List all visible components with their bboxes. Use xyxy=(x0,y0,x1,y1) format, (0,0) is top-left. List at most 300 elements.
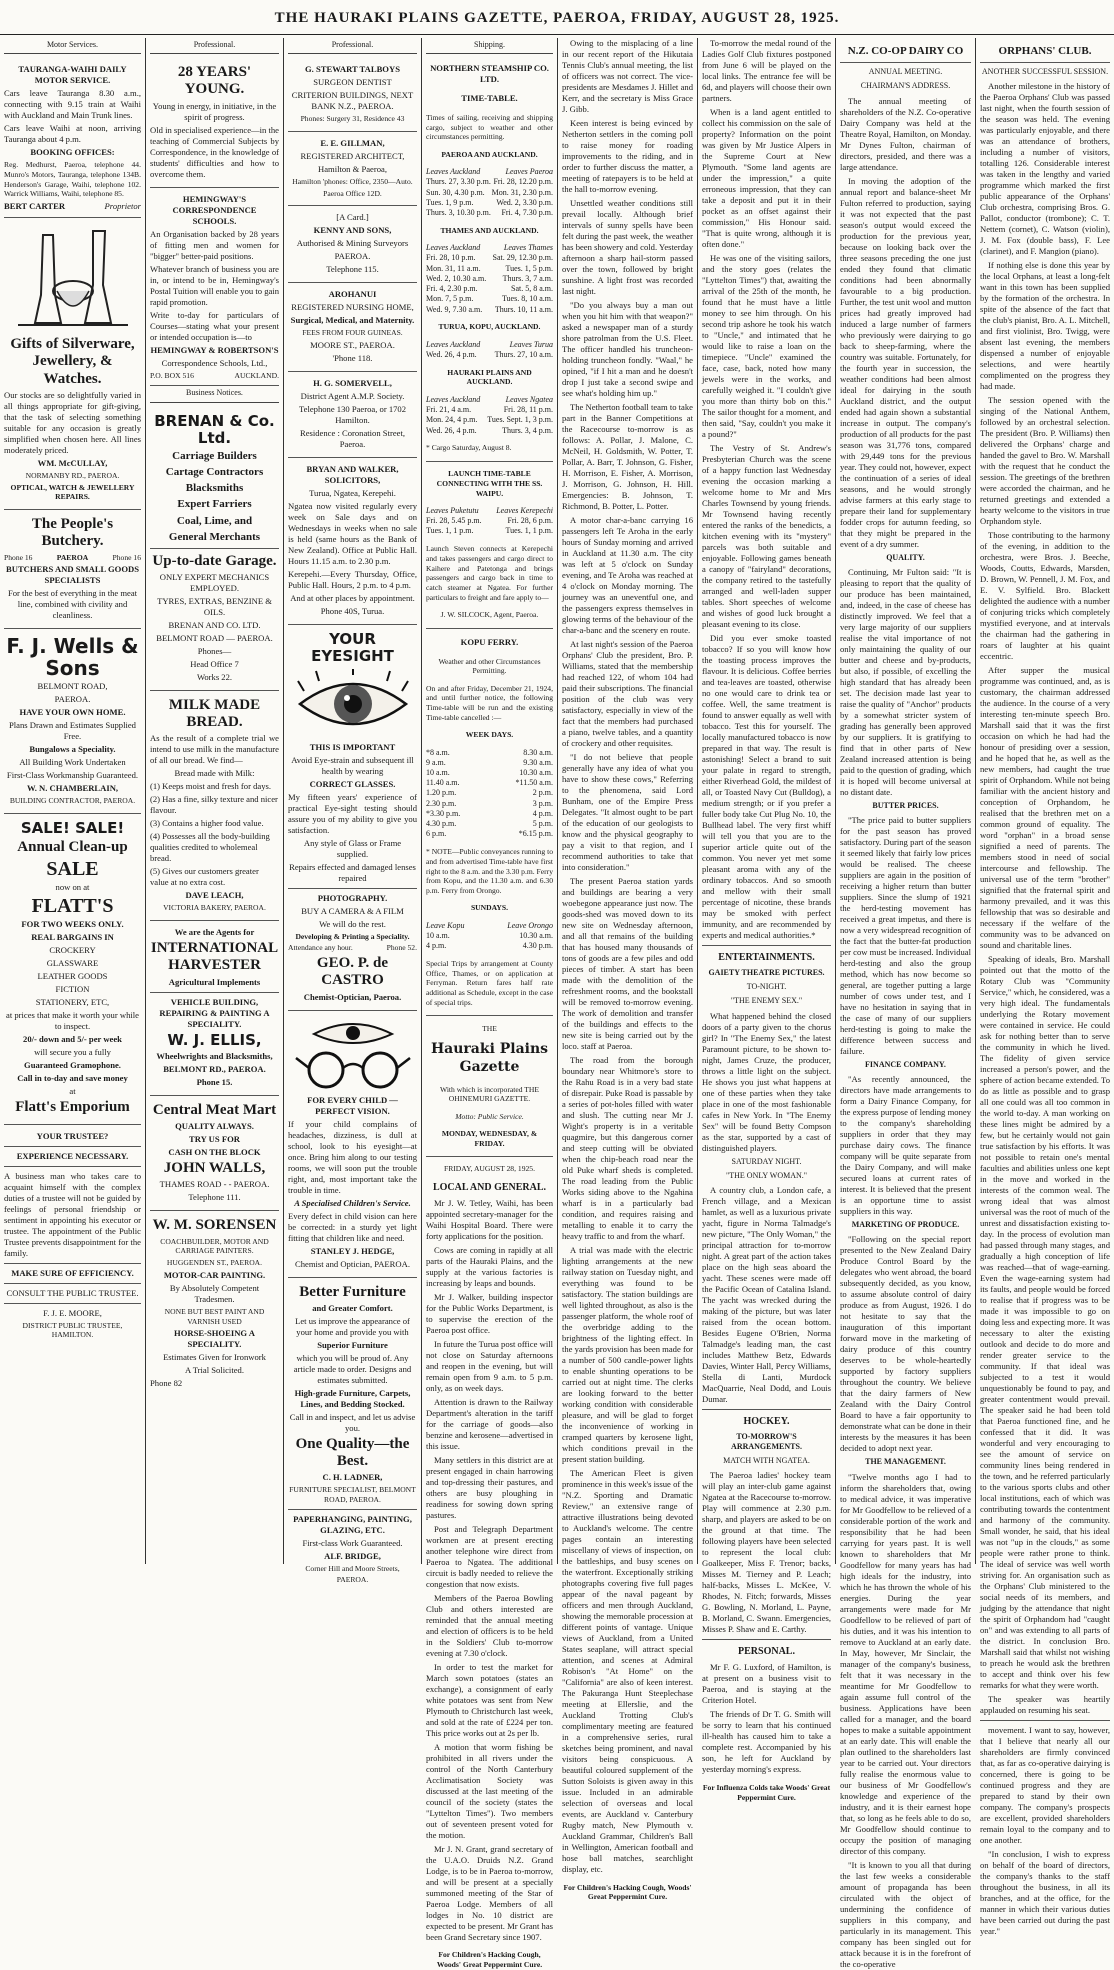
ad-title: The People's Butchery. xyxy=(31,516,114,550)
ad-text: FEES FROM FOUR GUINEAS. xyxy=(302,328,403,338)
ad-title: YOUR EYESIGHT xyxy=(311,630,394,666)
ad-subhead: Up-to-date Garage. xyxy=(152,552,277,569)
timetable-row xyxy=(426,284,553,294)
ad-title: SALE xyxy=(46,858,99,881)
news-paragraph: A motion that worm fishing be prohibited in all rivers under the control of the North Canterbury Acclimatisation Society was discussed at the last meeting of the council of the society (states the "Lyttelton Times"). Two members out of seventeen present voted for the motion. xyxy=(426,1741,553,1840)
ad-text: An Organisation backed by 28 years of fitting men and women for "bigger" better-paid positions. xyxy=(150,228,279,261)
merchant-name: ALF. BRIDGE, xyxy=(324,1550,381,1561)
ad-text: Repairs effected and damaged lenses repaired xyxy=(289,861,416,883)
ad-title: BRENAN & Co. Ltd. xyxy=(154,411,275,447)
merchant-name: STANLEY J. HEDGE, xyxy=(310,1245,395,1256)
merchant-trade: Chemist-Optician, Paeroa. xyxy=(303,991,402,1002)
article-subtitle: ANNUAL MEETING. xyxy=(868,67,943,77)
timetable-row xyxy=(426,829,553,839)
news-paragraph: Members of the Paeroa Bowling Club and others interested are reminded that the annual meeting and election of officers is to be held in the Soldiers' Club to-morrow evening at 7.30 o'clock. xyxy=(426,1592,553,1658)
ad-text: Correspondence Schools, Ltd., xyxy=(161,357,268,368)
news-paragraph: "I do not believe that people generally have any idea of what you have to show these cows," Referring to the phenomena, said Lord Bunham, one of the Empire Press Delegates. "It almost ought to be part of the education of our geologists to know and the physical geography to pay a visit to that region, and I recommend authorities to take that into consideration." xyxy=(562,752,693,872)
news-paragraph: In future the Turua post office will not close on Saturday afternoons and reopen in the evening, but will remain open from 9 a.m. to 5 p.m. only, as on week days. xyxy=(426,1338,553,1393)
filler-ad: For Children's Hacking Cough, Woods' Great Peppermint Cure. xyxy=(436,1950,543,1969)
sub-heading: MATCH WITH NGATEA. xyxy=(723,1456,810,1466)
ad-text: Call in to-day and save money xyxy=(17,1073,128,1084)
timetable-cell: Sat. 29, 12.30 p.m. xyxy=(492,253,553,263)
ad-text: which you will be proud of. Any article made to order. Designs and estimates submitted. xyxy=(293,1352,412,1385)
service-line: Coal, Lime, and xyxy=(176,514,253,527)
news-paragraph: The Paeroa ladies' hockey team will play an inter-club game against Ngatea at the Racecourse to-morrow. Play will commence at 2.30 p.m. sharp, and players are asked to be on the ground at that time. The following players have been selected to represent the local club: Goalkeeper, Miss F. Trenor; backs, Misses M. Tierney and P. Leach; half-backs, Misses L. McKee, V. Rhodes, N. Fitch; forwards, Misses G. Bowling, N. Morland, L. Payne, B. Morland, C. Swann. Emergencies, Misses P. Shaw and E. Carthy. xyxy=(702,1470,831,1635)
merchant-name: H. G. SOMERVELL, xyxy=(313,378,392,389)
store-name: FLATT'S xyxy=(31,895,114,918)
timetable-row xyxy=(426,274,553,284)
route-heading: THAMES AND AUCKLAND. xyxy=(440,225,539,235)
merchant-name: BRENAN AND CO. LTD. xyxy=(168,619,261,630)
timetable-cell: Tues. Sept. 1, 3 p.m. xyxy=(487,415,553,425)
merchant-name: G. STEWART TALBOYS xyxy=(305,64,400,75)
news-items xyxy=(426,1198,553,1943)
ad-text: First-Class Workmanship Guaranteed. xyxy=(6,770,139,781)
timetable-rows xyxy=(426,405,553,436)
timetable-cell: 8.30 a.m. xyxy=(523,747,553,757)
filler-ad: For Children's Hacking Cough, Woods' Great Peppermint Cure. xyxy=(563,1882,692,1902)
proprietor-name: BERT CARTER xyxy=(4,201,66,212)
column-professional-2 xyxy=(284,38,422,1585)
ad-child-vision xyxy=(288,1011,417,1278)
merchant-name: KENNY AND SONS, xyxy=(313,225,392,236)
agent-name: J. W. SILCOCK, Agent, Paeroa. xyxy=(440,610,539,620)
address: BELMONT RD., PAEROA. xyxy=(163,1063,266,1074)
col-head: Leaves Ngatea xyxy=(505,394,553,404)
news-paragraph: The Vestry of St. Andrew's Presbyterian Church was the scene of a happy function last Wednesday evening the occasion marking a welcome home to Mr and Mrs Charles Townsend by young friends. Mr Townsend having recently entered the ranks of the benedicts, a kitchen evening with its "mystery" parcels was both suitable and enjoyable. Following games beneath a canopy of "fairyland" decorations, the company retired to the tastefully arranged and well-laden supper tables. Short speeches of welcome and wishes of good luck brought a pleasant evening to its close. xyxy=(702,443,831,629)
phone: Phone 82 xyxy=(150,1378,183,1389)
timetable-note: Special Trips by arrangement at County Office, Thames, or on application at Ferryman. Return fares half rate additional as Schedule, except in the case of special trips. xyxy=(426,959,553,1007)
news-paragraph: The American Fleet is given prominence in this week's issue of the "N.Z. Sporting and Dramatic Review," an extensive range of attractive illustrations being devoted to Auckland's welcome. The centre pages contain an interesting miscellany of views of inspection, on the battleships, and busy scenes on the waterfront. Exceptionally striking photographs covering five full pages appear of the naval pageant by officers and men through Auckland, showing the memorable procession at different points of vantage. Unique views of Auckland, from a United States seaplane, will attract special attention, and scenes at Admiral Robison's "At Home" on the "California" are also of keen interest. The Pakuranga Hunt Steeplechase meeting at Ellerslie, and the Auckland Trotting Club's complimentary meeting are featured in a comprehensive series, rural sketches being prominent, and naval visitors being conspicuous. A beautiful coloured supplement of the Sutton Soloists is given away in this issue. Included in an admirable selection of overseas and local events, are Auckland v. Canterbury Rugby match, New Plymouth v. Auckland Grammar, Children's Ball in Wellington, American football and hose ball matches, searchlight display, etc. xyxy=(562,1468,693,1874)
ad-tauranga-motor xyxy=(4,58,141,218)
address: Corner Hill and Moore Streets, xyxy=(305,1563,400,1573)
service-line: Blacksmiths xyxy=(185,482,244,495)
phone: Works 22. xyxy=(196,671,233,682)
ad-subhead: PHOTOGRAPHY. xyxy=(317,892,388,903)
ad-hemingway xyxy=(150,188,279,387)
timetable-row xyxy=(426,516,553,526)
col-head: Leave Kopu xyxy=(426,920,465,930)
timetable-row xyxy=(426,426,553,436)
masthead: THE HAURAKI PLAINS GAZETTE, PAEROA, FRIDAY, AUGUST 28, 1925. xyxy=(0,10,1114,35)
ad-subhead: District Agent A.M.P. Society. xyxy=(300,391,405,402)
ad-kenny xyxy=(288,206,417,283)
ad-silverware xyxy=(4,218,141,510)
ad-subhead: THIS IS IMPORTANT xyxy=(309,741,396,752)
timetable-cell: 10.30 a.m. xyxy=(519,767,553,777)
merchant-name: WM. McCULLAY, xyxy=(37,457,108,468)
sale-item: CROCKERY xyxy=(49,945,96,956)
filler-ad: For Influenza Colds take Woods' Great Peppermint Cure. xyxy=(702,1782,831,1802)
timetable-cell: 4.30 p.m. xyxy=(426,819,457,829)
phone: Telephone 130 Paeroa, or 1702 Hamilton. xyxy=(298,404,407,426)
sub-heading: THE MANAGEMENT. xyxy=(865,1457,946,1467)
article-body xyxy=(840,567,971,798)
ad-text: Avoid Eye-strain and subsequent ill health by wearing xyxy=(291,754,414,776)
news-paragraph: "Do you always buy a man out when you hit him with that weapon?" asked a newspaper man of a sturdy shore patrolman from the U.S. Fleet. The officer handled his truncheon-holding truncheon fondly. "Waal," he opined, "if I hit a man and he doesn't drop I just take a second swipe and see what's holding him up." xyxy=(562,300,693,398)
ad-subhead: EXPERIENCE NECESSARY. xyxy=(16,1150,129,1161)
spectacles-illustration xyxy=(294,1018,412,1092)
ad-peoples-butchery xyxy=(4,510,141,629)
ad-subhead: HORSE-SHOEING A SPECIALITY. xyxy=(174,1328,255,1350)
news-paragraph: The present Paeroa station yards and buildings are bearing a very woebegone appearance just now. The goods-shed was moved down to its new site on Wednesday afternoon, and all that remains of the building that has housed many thousands of tons of goods are a few piles and odd pieces of timber. A start has been made with the demolition of the refreshment rooms, and the bookstall will be removed to-morrow evening. The work of demolition and transfer of the buildings and effects to the new site is being carried out by the loco. staff at Paeroa. xyxy=(562,876,693,1051)
col-head: Leaves Auckland xyxy=(426,339,481,349)
timetable-cell: Fri. 28, 5.45 p.m. xyxy=(426,516,482,526)
ad-text: If your child complains of headaches, dizziness, is dull at school, look to his eyesight—at once. Bring him along to our testing rooms, we will soon put the trouble right, and, most important take the trouble in time. xyxy=(288,1118,417,1195)
column-motor-services xyxy=(0,38,146,1564)
ad-text: Any style of Glass or Frame supplied. xyxy=(303,837,402,859)
ad-text: Ngatea now visited regularly every week on Sale days and on Wednesdays in weeks when no sale is held (same hours as the Bank of New Zealand). Office at Public Hall. Hours 11.15 a.m. to 2.30 p.m. xyxy=(288,501,417,567)
merchant-name: F. J. E. MOORE, xyxy=(43,1307,102,1318)
masthead-the: THE xyxy=(482,1023,497,1033)
merchant-name: W. M. SORENSEN xyxy=(152,1217,277,1234)
news-paragraph: "Twelve months ago I had to inform the shareholders that, owing to medical advice, it was imperative for Mr Goodfellow to be relieved of a considerable portion of the work and responsibility that he had been carrying for years past. It is well known to shareholders that Mr Goodfellow for many years has had high ideals for the industry, into which he has thrown the whole of his energies. During the year arrangements were made for Mr Goodfellow to be relieved of part of his duties, and it was his intention to remove to Auckland at an early date. In May, however, Mr Sinclair, the manager of the company's business, felt that it was necessary in the meantime for Mr Goodfellow to again assume full control of the business. Applications have been called for a manager, and the board hopes to make a suitable appointment at an early date. This will enable the plan outlined to the shareholders last year to be carried out. Your directors fully realise the enormous value to our business of Mr Goodfellow's knowledge and experience of the industry, and it is their earnest hope that, so long as he feels able to do so, Mr Goodfellow should continue to occupy the position of managing director of this company. xyxy=(840,1471,971,1856)
news-paragraph: A motor char-a-banc carrying 16 passengers left Te Aroha in the early hours of Sunday morning and arrived in Auckland at 11.30 a.m. The city was left at 5 o'clock on Sunday evening, and Te Aroha was reached at 4 o'clock on Monday morning. The journey was an uneventful one, and the passengers express themselves in glowing terms of the behaviour of the char-a-banc and the scenery en route. xyxy=(562,515,693,635)
ad-subhead: BUTCHERS AND SMALL GOODS SPECIALISTS xyxy=(6,564,139,586)
timetable-note: * Cargo Saturday, August 8. xyxy=(426,443,512,453)
town: PAEROA xyxy=(56,552,89,562)
ad-subhead: PAPERHANGING, PAINTING, GLAZING, ETC. xyxy=(293,1513,412,1535)
timetable-cell: 2 p.m. xyxy=(532,788,553,798)
nameplate-sub: With which is incorporated THE OHINEMURI GAZETTE. xyxy=(439,1084,540,1104)
timetable-cell: *6.15 p.m. xyxy=(518,829,553,839)
ad-bryan-walker xyxy=(288,458,417,625)
ad-text: Our stocks are so delightfully varied in all things appropriate for gift-giving, that the task of selecting something suitable for any occasion is greatly simplified when chosen here. All lines moderately priced. xyxy=(4,389,141,455)
news-paragraph: He was one of the visiting sailors, and the story goes (relates the "Lyttelton Times") that, awaiting the arrival of the 25th of the month, he found that he must have a little money to see him through. On his second trip ashore he took his watch to "Uncle," and intimated that he would like to raise a loan on the timepiece. "Uncle" examined the face, case, back, noted how many jewels were in the works, and carefully weighed it. "I couldn't give you more than thirty bob on this." The sailor thought for a moment, and then said, "Say, couldn't you make it a pound?" xyxy=(702,253,831,439)
timetable-row xyxy=(426,748,553,758)
column-shipping xyxy=(422,38,558,1969)
address: PAEROA. xyxy=(336,1575,369,1585)
column-orphans-club xyxy=(976,38,1114,1937)
ad-talboys xyxy=(288,58,417,132)
timetable-row xyxy=(426,768,553,778)
route-heading: WEEK DAYS. xyxy=(465,730,514,740)
merchant-trade: Chemist and Optician, PAEROA. xyxy=(295,1258,410,1269)
timetable-row xyxy=(426,294,553,304)
ad-text: Estimates Given for Ironwork xyxy=(163,1352,266,1363)
ad-text: Call in and inspect, and let us advise you. xyxy=(289,1411,416,1433)
ad-text: Attendance any hour. xyxy=(288,943,353,953)
sale-item: FICTION xyxy=(55,984,90,995)
news-paragraph: Did you ever smoke toasted tobacco? If so you will know how the toasting process improves the flavour. It is delicious. Coffee berries and tea-leaves are toasted, otherwise no one would care to drink tea or coffee. Well, the same treatment is found to answer equally as well with tobacco. Test this for yourself. The locally manufactured tobacco is now prepared in that way. The result is astonishing! Select a brand to suit your palate in regard to strength, either Riverhead Gold, the mildest of all, or Toasted Navy Cut (Bulldog), a medium strength; or if you prefer a fuller body take Cut Plug No. 10, the Bullhead label. The very first whiff will tell you that you are to the superior article quite out of the common. You never yet met some pleasant aroma with any of the ordinary tobaccos. And so smooth and mellow with their small percentage of nicotine, these brands may be smoked with perfect immunity, and are recommended by experts and medical authorities.* xyxy=(702,633,831,940)
phone: Telephone 111. xyxy=(188,1192,241,1203)
timetable-cell: Mon. 7, 5 p.m. xyxy=(426,294,474,304)
news-paragraph: Mr J. Walker, building inspector for the Public Works Department, is to supervise the erection of the Paeroa post office. xyxy=(426,1291,553,1335)
timetable-row xyxy=(426,188,553,198)
merchant-name: W. N. CHAMBERLAIN, xyxy=(26,783,119,794)
section-heading: HOCKEY. xyxy=(743,1415,790,1427)
timetable-cell: 10 a.m. xyxy=(426,930,450,940)
col-head: Leaves Paeroa xyxy=(505,167,553,177)
ad-harvester xyxy=(150,921,279,1096)
timetable-cell: *11.50 a.m. xyxy=(515,778,553,788)
article-body xyxy=(840,1234,971,1454)
news-paragraph: movement. I want to say, however, that I believe that nearly all our shareholders are firmly convinced that, as far as co-operative dairying is concerned, there is going to be continued progress and they are prepared to stand by their own company. The company's prospects are excellent, provided shareholders remain loyal to the company and to one another. xyxy=(980,1725,1110,1846)
ad-arohanui xyxy=(288,283,417,372)
sub-heading: QUALITY. xyxy=(886,552,925,562)
timetable-cell: 1.20 p.m. xyxy=(426,788,457,798)
news-paragraph: To-morrow the medal round of the Ladies Golf Club fixtures postponed from June 6 will be played on the local links. The entrance fee will be 6d, and players will choose their own partners. xyxy=(702,38,831,103)
ad-text: Phones— xyxy=(197,645,232,656)
section-heading: Professional. xyxy=(288,40,417,54)
news-paragraph: The speaker was heartily applauded on resuming his seat. xyxy=(980,1694,1110,1716)
address: PAEROA. xyxy=(54,694,91,705)
timetable-row xyxy=(426,264,553,274)
timetable-row xyxy=(426,350,553,360)
nameplate-motto: Motto: Public Service. xyxy=(455,1111,524,1121)
ad-text: Surgical, Medical, and Maternity. xyxy=(290,315,415,326)
news-paragraph: In order to test the market for March sown potatoes (states an exchange), a consignment of early white potatoes was sent from New Plymouth to Christchurch last week, and sold at the rate of £224 per ton. This price works out at 2s per lb. xyxy=(426,1661,553,1738)
merchant-name: E. E. GILLMAN, xyxy=(320,137,385,148)
ad-subhead: BOOKING OFFICES: xyxy=(30,147,115,158)
merchant-name: DAVE LEACH, xyxy=(185,890,244,901)
news-paragraph: Those contributing to the harmony of the evening, in addition to the orchestra, were Bros. J. Beeche, Woods, Coutts, Edwards, Marsden, D. Brown, W. Pennell, J. M. Fox, and E. V. Sylfield. Bro. Blackett delighted the audience with a number of conjuring tricks which completely mystified everyone, and at intervals the chairman had the gathering in roars of laughter at his quaint eccentric. xyxy=(980,530,1110,662)
ad-wells-sons xyxy=(4,629,141,814)
list-item: (3) Contains a higher food value. xyxy=(150,818,264,829)
ad-text: Every defect in child vision can here be corrected: in a sturdy yet light fitting that children like and need. xyxy=(288,1210,417,1243)
merchant-name: GEO. P. de CASTRO xyxy=(316,955,389,989)
address: THAMES ROAD - - PAEROA. xyxy=(159,1179,270,1190)
col-head: Leaves Puketutu xyxy=(426,505,479,515)
sub-heading: TO-MORROW'S ARRANGEMENTS. xyxy=(731,1431,802,1451)
phone: Phone 15. xyxy=(196,1076,233,1087)
timetable-cell: Wed. 9, 7.30 a.m. xyxy=(426,304,483,314)
address: BELMONT ROAD — PAEROA. xyxy=(156,632,273,643)
merchant-trade: BUILDING CONTRACTOR, PAEROA. xyxy=(9,796,136,806)
merchant-trade: OPTICAL, WATCH & JEWELLERY REPAIRS. xyxy=(10,482,135,502)
ad-flatts-sale xyxy=(4,814,141,1125)
film-title: "THE ENEMY SEX." xyxy=(730,996,803,1006)
ad-text: We are the Agents for xyxy=(174,927,255,938)
sale-item: GLASSWARE xyxy=(46,958,99,969)
news-paragraph: A trial was made with the electric lighting arrangements at the new railway station on Tuesday night, and everything was found to be satisfactory. The station buildings are well lighted throughout, as also is the passenger platform, the whole roof of the overbridge adding to the brightness of the lighting effect. In the yards provision has been made for a number of 500 candle-power lights to enable shunting operations to be carried out at night time. The clerks are looking forward to the better working condition with considerable pleasure, and will be glad to forget the inconvenience of working in cramped quarters by kerosene light, which conditions prevail in the present station building. xyxy=(562,1245,693,1464)
column-professional xyxy=(146,38,284,1564)
timetable-row xyxy=(426,177,553,187)
column-local-general-cont xyxy=(558,38,698,1902)
article-body xyxy=(980,81,1110,1716)
news-paragraph: Speaking of ideals, Bro. Marshall pointed out that the motto of the Rotary Club was "Community Service," which, he considered, was a very high ideal. The fundamentals underlying the Rotary movement were contained in service. He could ask for nothing better than to serve the community in which he lived. The fidelity of given service increased a person's power, and the sphere of action became extended. To do as little as possible and to grasp all one could was all too common in the world to-day. A man working on these lines might be admired by a few, but he certainly would not gain true satisfaction by his efforts. It was not possible to retain one's mental faculties and abilities unless one kept in the move and worked in the interests of the common weal. The wrong ideal that was almost universal was the root of much of the unrest and dissatisfaction existing to-day. In the process of evolution man had passed through many stages, and gradually a high conception of life was reached—that of wage-earning. Even the wage-earning system had its faults, and people would be forced to realise that if progress was to be made it was impossible to go on doing less and expecting more. It was necessary to alter the existing outlook and decide to do more and render greater service to the community. If that ideal was subjected to a test it would unquestionably be found to pay, and greater contentment would prevail. The speaker said he had been told that Paeroa functioned fine, and he confessed that it did. It was wonderful and very encouraging to see the amount of service on community lines being rendered in the town, and he referred particularly to the various sports clubs and other local institutions, each of which was contributing towards the contentment and harmony of the community. Small wonder, he said, that his ideal was not "up in the clouds," as some people were rather prone to think. The ideal of service was well worth striving for. An organisation such as the Orphans' Club ministered to the social needs of its members, and judging by the attendance that night the spirit of Orphandom had "caught on" and was extending to all parts of the district. In conclusion Bro. Marshall said that whilst not wishing to preach he would ask the brethren to accept and think over his few remarks for what they were worth. xyxy=(980,954,1110,1691)
timetable-cell: Mon. 24, 4 p.m. xyxy=(426,415,478,425)
address: BELMONT ROAD, xyxy=(37,681,108,692)
ad-subhead: SURGEON DENTIST xyxy=(313,77,392,88)
ad-text: Let us improve the appearance of your home and provide you with xyxy=(295,1315,410,1337)
merchant-name: HEMINGWAY & ROBERTSON'S xyxy=(150,344,279,355)
timetable-cell: Thurs. 3, 10.30 p.m. xyxy=(426,208,491,218)
timetable-cell: Tues. 1, 1 p.m. xyxy=(505,526,553,536)
timetable-cell: Wed. 26, 4 p.m. xyxy=(426,349,477,359)
ad-title: INTERNATIONAL HARVESTER xyxy=(150,940,279,974)
section-heading: Professional. xyxy=(150,40,279,54)
timetable-row xyxy=(426,208,553,218)
timetable-cell: Fri. 21, 4 a.m. xyxy=(426,405,472,415)
route-heading: SUNDAYS. xyxy=(470,903,509,913)
list-item: (5) Gives our customers greater value at no extra cost. xyxy=(150,866,259,888)
ad-text: We will do the rest. xyxy=(319,918,386,929)
news-paragraph: After supper the musical programme was continued, and, as is customary, the chairman addressed the audience. In the course of a very interesting ten-minute speech Bro. Marshall said that it was the first occasion on which he had had the honour of presiding over a session, and he hoped that he, as well as the new members, had caught the true spirit of Orphandom. While not being familiar with the ancient history and conception of Orphandom, he realised that the brethren met on a common ground of equality. The word "orphan" in a broad sense signified a need of parents. The members stood in need of social intercourse and fellowship. The universal use of the term "brother" signified that the fraternal spirit and harmony prevailed, and it was this fellowship that was so desirable and necessary if the welfare of the community was to be advanced on sound and charitable lines. xyxy=(980,665,1110,951)
ad-title: HEMINGWAY'S CORRESPONDENCE SCHOOLS. xyxy=(172,193,257,226)
timetable-rows xyxy=(426,931,553,951)
merchant-name: AROHANUI xyxy=(328,289,377,300)
timetable-cell: Wed. 26, 4 p.m. xyxy=(426,425,477,435)
timetable-cell: 4.30 p.m. xyxy=(522,941,553,951)
ad-text: ONLY EXPERT MECHANICS EMPLOYED. xyxy=(159,571,270,593)
timetable-cell: Fri. 4, 7.30 p.m. xyxy=(501,208,553,218)
news-paragraph: Another milestone in the history of the Paeroa Orphans' Club was passed last night, when the fourth session of the season was held. The evening was particularly enjoyable, and there was an attendance of brothers, including a number of visitors, totalling 126. Considerable interest was taken in the lengthy and varied programme which marked the first public appearance of the Orphans' Club orchestra, comprising Bros. G. Pallot, conductor (trombone); C. T. Nettem (cornet), C. Watson (violin), J. M. Fox (double bass), F. Lee (clarinet), and F. Mangion (piano). xyxy=(980,81,1110,257)
phone: Phone 16 xyxy=(4,552,33,562)
timetable-row xyxy=(426,415,553,425)
timetable-row xyxy=(426,788,553,798)
timetable-row xyxy=(426,198,553,208)
ad-28-years xyxy=(150,58,279,188)
news-paragraph: A country club, a London cafe, a French village, and a Mexican hamlet, as well as a luxurious private yacht, figure in Norma Talmadge's new picture, "The Only Woman," the principal attraction for to-morrow night. A great part of the action takes place on the high seas aboard the yacht. These scenes were made off the Pacific Ocean of Catalina Island. The yacht was wrecked during the making of the picture, but was later raised from the ocean bottom. Besides Eugene O'Brien, Norma Talmadge's leading man, the cast includes Matthew Betz, Edwards Davies, Winter Hall, Percy Williams, Stella di Lanti, Murdock MacQuarrie, Neal Dodd, and Louis Dumar. xyxy=(702,1184,831,1404)
timetable-cell: Mon. 31, 11 a.m. xyxy=(426,263,481,273)
ad-sorensen xyxy=(150,1211,279,1396)
eye-illustration xyxy=(294,669,412,739)
timetable-cell: Fri. 28, 11 p.m. xyxy=(503,405,553,415)
timetable-row xyxy=(426,253,553,263)
ad-subhead: MAKE SURE OF EFFICIENCY. xyxy=(11,1267,134,1278)
ad-text: Reg. Medhurst, Paeroa, telephone 44. Munro's Motors, Tauranga, telephone 134B. Henderson's Garage, Waihi, telephone 102. Warrick Williams, Waihi, telephone 85. xyxy=(4,160,141,199)
section-heading: PERSONAL. xyxy=(738,1646,795,1658)
list-item: (2) Has a fine, silky texture and nicer flavour. xyxy=(150,794,278,816)
ad-text: FOR TWO WEEKS ONLY. xyxy=(21,919,124,930)
section-heading: Shipping. xyxy=(426,40,553,54)
sub-heading: BUTTER PRICES. xyxy=(872,800,939,810)
section-heading: LOCAL AND GENERAL. xyxy=(432,1181,547,1193)
po-box: P.O. BOX 516 xyxy=(150,370,194,380)
ad-text: A Trial Solicited. xyxy=(185,1365,244,1376)
ad-text: Bread made with Milk: xyxy=(174,768,255,779)
sale-item: LEATHER GOODS xyxy=(37,971,108,982)
timetable-cell: 10.30 a.m. xyxy=(519,930,553,940)
phone: Phone 40S, Turua. xyxy=(320,606,385,617)
timetable-note: Weather and other Circumstances Permitting. xyxy=(438,656,541,676)
timetable-cell: *3.30 p.m. xyxy=(426,808,461,818)
timetable-row xyxy=(426,758,553,768)
timetable-row xyxy=(426,931,553,941)
ad-furniture xyxy=(288,1278,417,1593)
timetable-rows xyxy=(426,253,553,314)
news-paragraph: Owing to the misplacing of a line in our recent report of the Hikutaia Tennis Club's annual meeting, the list of officers was not correct. The vice-presidents are Mesdames J. Hillet and Kerr, and the secretary is Miss Grace J. Gibb. xyxy=(562,38,693,114)
section-heading: ENTERTAINMENTS. xyxy=(718,952,815,963)
timetable-cell: Sat. 5, 8 a.m. xyxy=(511,284,553,294)
phone: Phones: Surgery 31, Residence 43 xyxy=(300,114,405,124)
merchant-name: JOHN WALLS, xyxy=(163,1160,266,1177)
news-paragraph: In moving the adoption of the annual report and balance-sheet Mr Fulton referred to production, saying it was not expected that the past season's output would exceed the production for the previous year, because on looking back over the three seasons preceding the one just ended they found that climatic conditions had been abnormally favourable to a big production. Further, the test unit wool and mutton prices had greatly improved had induced a large number of farmers who previously were dairying to go back to sheep-farming, where the country was suitable. Fortunately, for the fourth year in succession, the weather conditions had been almost ideal for dairying in the south Auckland district, and the output ended had again shown a substantial increase in output. The company's production of all products for the past season was 31,776 tons, compared with 29,449 tons for the previous year. They could not, however, expect the continuation of a series of ideal seasons, and he would strongly advise farmers at this early stage to prepare their land for supplementary fodder crops for autumn feeding, so that they might be prepared in the event of a dry summer. xyxy=(840,175,971,549)
list-item: (4) Possesses all the body-building qualities credited to wholemeal bread. xyxy=(150,831,270,864)
proprietor-label: Proprietor xyxy=(104,201,141,212)
col-head: Leaves Turua xyxy=(509,339,553,349)
col-head: Leaves Thames xyxy=(503,243,553,253)
ad-text: My fifteen years' experience of practical Eye-sight testing should assure you of my ability to give you satisfaction. xyxy=(288,791,417,835)
ad-gillman xyxy=(288,132,417,206)
route-heading: KOPU FERRY. xyxy=(460,637,519,648)
merchant-address: NORMANBY RD., PAEROA. xyxy=(25,470,120,480)
city: AUCKLAND. xyxy=(234,370,279,380)
article-subtitle: CHAIRMAN'S ADDRESS. xyxy=(860,81,951,91)
timetable-row xyxy=(426,809,553,819)
article-title: N.Z. CO-OP DAIRY CO xyxy=(847,45,964,57)
timetable-title: TIME-TABLE. xyxy=(461,93,518,104)
address: Turua, Ngatea, Kerepehi. xyxy=(309,488,396,499)
ad-title: YOUR TRUSTEE? xyxy=(36,1130,109,1141)
timetable-cell: Tues. 8, 10 a.m. xyxy=(501,294,553,304)
article-body xyxy=(840,1074,971,1217)
timetable-cell: Tues. 1, 9 p.m. xyxy=(426,197,474,207)
news-paragraph: Mr J. W. Tetley, Waihi, has been appointed secretary-manager for the Waihi Hospital Board. There were forty applications for the position. xyxy=(426,1197,553,1241)
ad-text: First-class Work Guaranteed. xyxy=(302,1537,403,1548)
route-heading: TURUA, KOPU, AUCKLAND. xyxy=(438,322,541,332)
ad-title: Annual Clean-up xyxy=(17,839,128,856)
news-paragraph: The annual meeting of shareholders of the N.Z. Co-operative Dairy Company was held at the Theatre Royal, Hamilton, on Monday. Mr Dynes Fulton, chairman of directors, presided, and there was a large attendance. xyxy=(840,95,971,172)
service-line: General Merchants xyxy=(168,530,261,543)
ad-text: QUALITY ALWAYS. xyxy=(175,1121,254,1132)
ad-text: Developing & Printing a Speciality. xyxy=(295,931,410,941)
newspaper-nameplate: Hauraki Plains Gazette xyxy=(430,1041,549,1075)
news-paragraph: At last night's session of the Paeroa Orphans' Club the president, Bro. P. Williams, stated that the membership had reached 122, of whom 104 had paid their subscriptions. The financial position of the club was very satisfactory, especially in view of the fact that the members had purchased a piano, twelve tables, and a quantity of crockery and other requisites. xyxy=(562,639,693,748)
phone: Head Office 7 xyxy=(190,658,239,669)
company-name: NORTHERN STEAMSHIP CO. LTD. xyxy=(430,62,549,84)
merchant-name: W. J. ELLIS, xyxy=(167,1030,262,1049)
news-paragraph: If nothing else is done this year by the local Orphans, at least a long-felt want in this town has been supplied by the formation of the orchestra. In spite of the absence of the fact that the club's pianist, Bro. A. L. Mitchell, and first violinist, Bro. Twigg, were absent last evening, the members dispensed a number of enjoyable selections, and were heartily complimented on the progress they had made. xyxy=(980,260,1110,392)
ad-text: now on at xyxy=(55,882,90,893)
news-paragraph: Mr F. G. Luxford, of Hamilton, is at present on a business visit to Paeroa, and is staying at the Criterion Hotel. xyxy=(702,1662,831,1706)
timetable-row xyxy=(426,778,553,788)
ad-slogan: One Quality—the Best. xyxy=(295,1435,410,1470)
ad-text: Wheelwrights and Blacksmiths, xyxy=(156,1050,273,1061)
ad-text: TRY US FOR xyxy=(189,1134,240,1145)
ad-text: Bungalows a Speciality. xyxy=(29,744,116,755)
news-paragraph: "It is known to you all that during the last few weeks a considerable amount of propaganda has been circulated with the object of undermining the confidence of suppliers in this company, and particularly in its management. This company has been singled out for attack because it is in the forefront of the co-operative xyxy=(840,1859,971,1969)
section-heading: Business Notices. xyxy=(150,388,279,402)
timetable-cell: 6 p.m. xyxy=(426,829,447,839)
timetable-row xyxy=(426,405,553,415)
route-heading: HAURAKI PLAINS AND AUCKLAND. xyxy=(447,367,532,387)
ad-somervell xyxy=(288,372,417,458)
ad-text: All Building Work Undertaken xyxy=(19,757,126,768)
ad-subhead: REGISTERED NURSING HOME, xyxy=(291,302,414,313)
ad-subhead: MOTOR-CAR PAINTING. xyxy=(163,1269,266,1280)
store-name: Flatt's Emporium xyxy=(15,1099,130,1116)
news-paragraph: What happened behind the closed doors of a party given to the chorus girl? In "The Enemy Sex," the latest Paramount picture, to be shown to-night, James Cruze, the producer, throws a little light on the subject. He shows you just what happens at one of these parties when they take place in one of the most fashionable cafes in New York. In "The Enemy Sex" will be found Betty Compson as the star, supported by a cast of distinguished players. xyxy=(702,1010,831,1153)
ad-text: As the result of a complete trial we intend to use milk in the manufacture of all our bread. We find— xyxy=(150,733,279,766)
address: PAEROA. xyxy=(334,251,371,262)
address: CRITERION BUILDINGS, NEXT BANK N.Z., PAEROA. xyxy=(291,90,414,112)
ad-text: [A Card.] xyxy=(336,212,369,223)
ad-central-meat xyxy=(150,1096,279,1212)
address: VICTORIA BAKERY, PAEROA. xyxy=(163,903,266,913)
ad-text: BUY A CAMERA & A FILM xyxy=(301,905,404,916)
article-subtitle: ANOTHER SUCCESSFUL SESSION. xyxy=(981,67,1109,77)
timetable-cell: Thurs. 27, 10 a.m. xyxy=(494,349,553,359)
news-paragraph: The session opened with the singing of the National Anthem, followed by an orchestral selection. The president (Bro. P. Williams) then delivered the Orphans' charge and handed the gavel to Bro. W. Marshall with the request that he conduct the session. The greetings of the brethren were accorded the chairman, and he returned greetings and extended a hearty welcome to the visitors in true Orphandom style. xyxy=(980,395,1110,527)
ad-text: Write to-day for particulars of Courses—stating what your present or intended occupation is—to xyxy=(150,309,279,342)
ad-title: Gifts of Silverware, Jewellery, & Watches. xyxy=(10,336,135,387)
ad-text: High-grade Furniture, Carpets, Lines, and Bedding Stocked. xyxy=(294,1387,411,1409)
timetable-cell: Tues. 1, 5 p.m. xyxy=(505,263,553,273)
col-head: Leaves Kerepechi xyxy=(496,505,553,515)
timetable-cell: Thurs. 27, 3.30 p.m. xyxy=(426,177,491,187)
route-heading: LAUNCH TIME-TABLE CONNECTING WITH THE SS. WAIPU. xyxy=(436,469,543,498)
news-paragraph: Keen interest is being evinced by Netherton settlers in the coming poll to raise money for roading improvements to the riding, and in order to further discuss the matter, a meeting of ratepayers is to be held at the hall to-morrow evening. xyxy=(562,118,693,194)
service-line: Carriage Builders xyxy=(172,450,257,463)
phone: Phone 52. xyxy=(386,943,417,953)
ad-eyesight xyxy=(288,625,417,1010)
timetable-row xyxy=(426,305,553,315)
ad-milk-bread xyxy=(150,691,279,921)
ad-brenan xyxy=(150,407,279,691)
ad-text: Old in specialised experience—in the teaching of Commercial Subjects by Correspondence, in the knowledge of students' difficulties and how to overcome them. xyxy=(150,124,279,179)
